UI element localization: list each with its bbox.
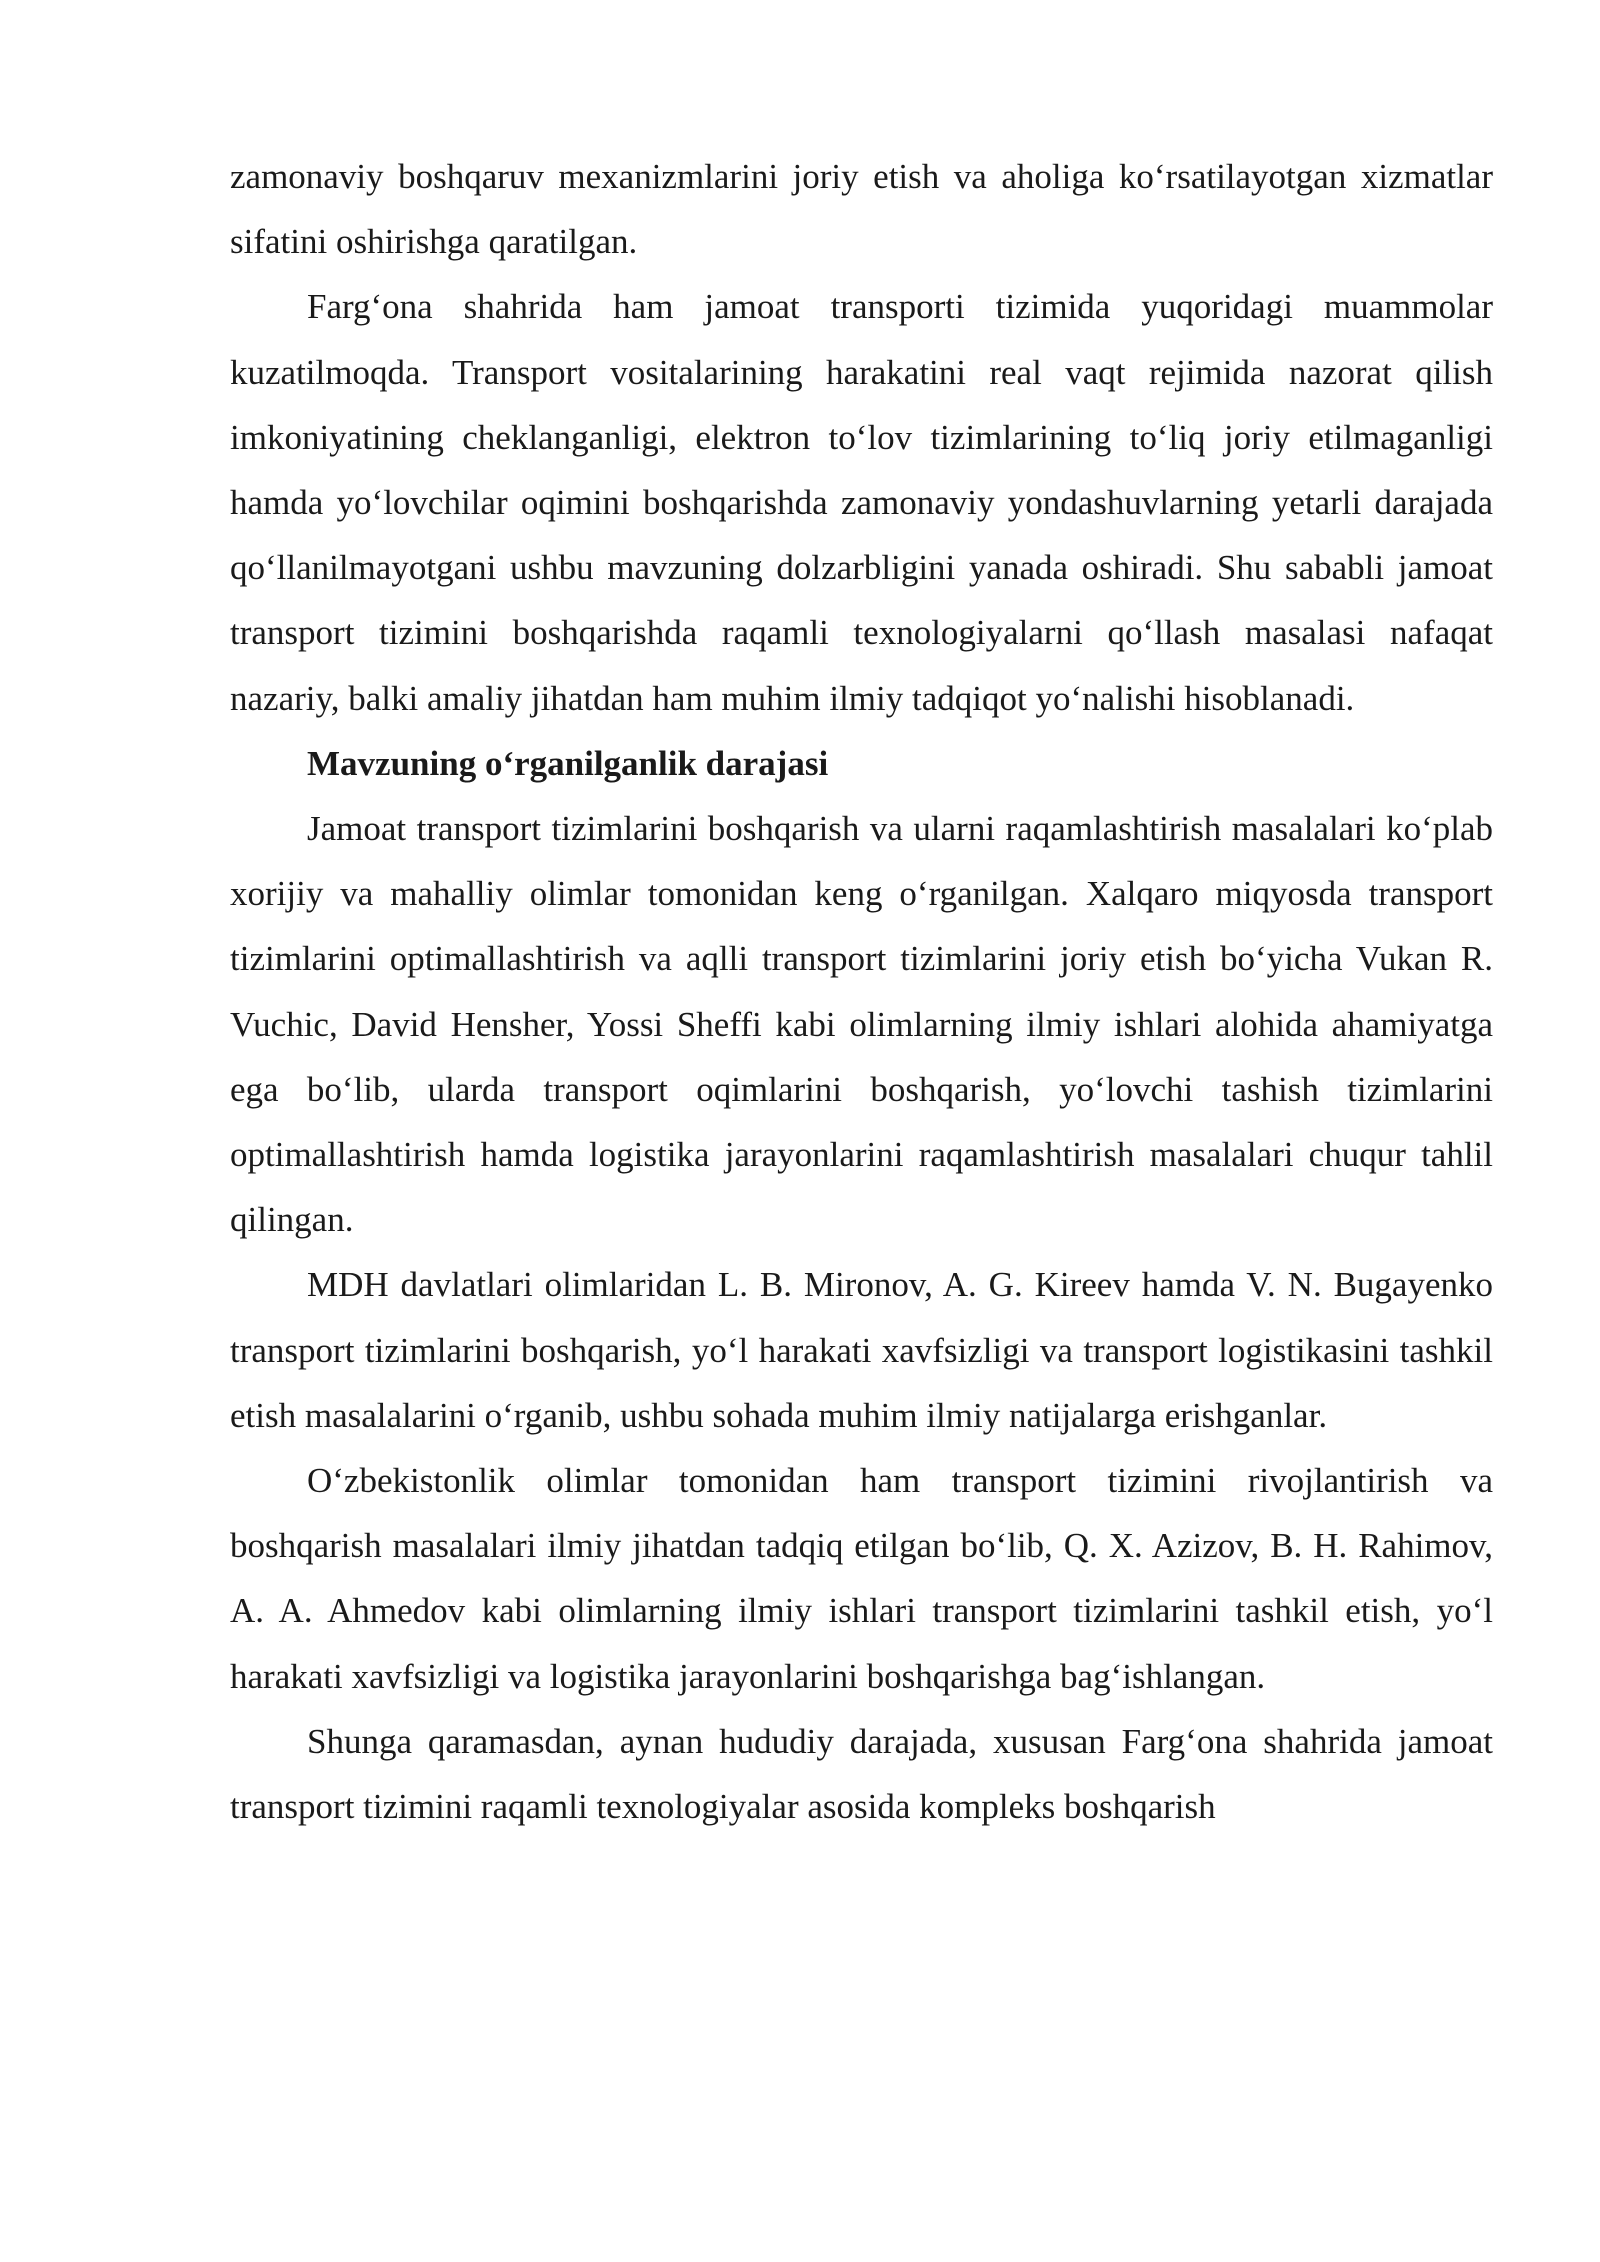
paragraph-research-gap: Shunga qaramasdan, aynan hududiy darajada, xususan Fargʻona shahrida jamoat transport tizimini raqamli texnologiyalar asosida kompleks boshqarish (230, 1721, 1493, 1827)
paragraph-cis-scholars: MDH davlatlari olimlaridan L. B. Mironov, A. G. Kireev hamda V. N. Bugayenko transport tizimlarini boshqarish, yoʻl harakati xavfsizligi va transport logistikasini tashkil etish masalalarini oʻrganib, ushbu sohada muhim ilmiy natijalarga erishganlar. (230, 1265, 1493, 1435)
paragraph-intro-continuation: zamonaviy boshqaruv mexanizmlarini joriy etish va aholiga koʻrsatilayotgan xizmatlar sifatini oshirishga qaratilgan. (230, 157, 1493, 262)
paragraph-fergana-problems: Fargʻona shahrida ham jamoat transporti tizimida yuqoridagi muammolar kuzatilmoqda. Transport vositalarining harakatini real vaqt rejimida nazorat qilish imkoniyatining cheklanganligi, elektron toʻlov tizimlarining toʻliq joriy etilmaganligi hamda yoʻlovchilar oqimini boshqarishda zamonaviy yondashuvlarning yetarli darajada qoʻllanilmayotgani ushbu mavzuning dolzarbligini yanada oshiradi. Shu sababli jamoat transport tizimini boshqarishda raqamli texnologiyalarni qoʻllash masalasi nafaqat nazariy, balki amaliy jihatdan ham muhim ilmiy tadqiqot yoʻnalishi hisoblanadi. (230, 287, 1493, 718)
document-page (230, 144, 1493, 1839)
paragraph-international-scholars: Jamoat transport tizimlarini boshqarish va ularni raqamlashtirish masalalari koʻplab xorijiy va mahalliy olimlar tomonidan keng oʻrganilgan. Xalqaro miqyosda transport tizimlarini optimallashtirish va aqlli transport tizimlarini joriy etish boʻyicha Vukan R. Vuchic, David Hensher, Yossi Sheffi kabi olimlarning ilmiy ishlari alohida ahamiyatga ega boʻlib, ularda transport oqimlarini boshqarish, yoʻlovchi tashish tizimlarini optimallashtirish hamda logistika jarayonlarini raqamlashtirish masalalari chuqur tahlil qilingan. (230, 809, 1493, 1240)
paragraph-uzbek-scholars: Oʻzbekistonlik olimlar tomonidan ham transport tizimini rivojlantirish va boshqarish masalalari ilmiy jihatdan tadqiq etilgan boʻlib, Q. X. Azizov, B. H. Rahimov, A. A. Ahmedov kabi olimlarning ilmiy ishlari transport tizimlarini tashkil etish, yoʻl harakati xavfsizligi va logistika jarayonlarini boshqarishga bagʻishlangan. (230, 1461, 1493, 1696)
section-heading: Mavzuning oʻrganilganlik darajasi (307, 743, 829, 783)
